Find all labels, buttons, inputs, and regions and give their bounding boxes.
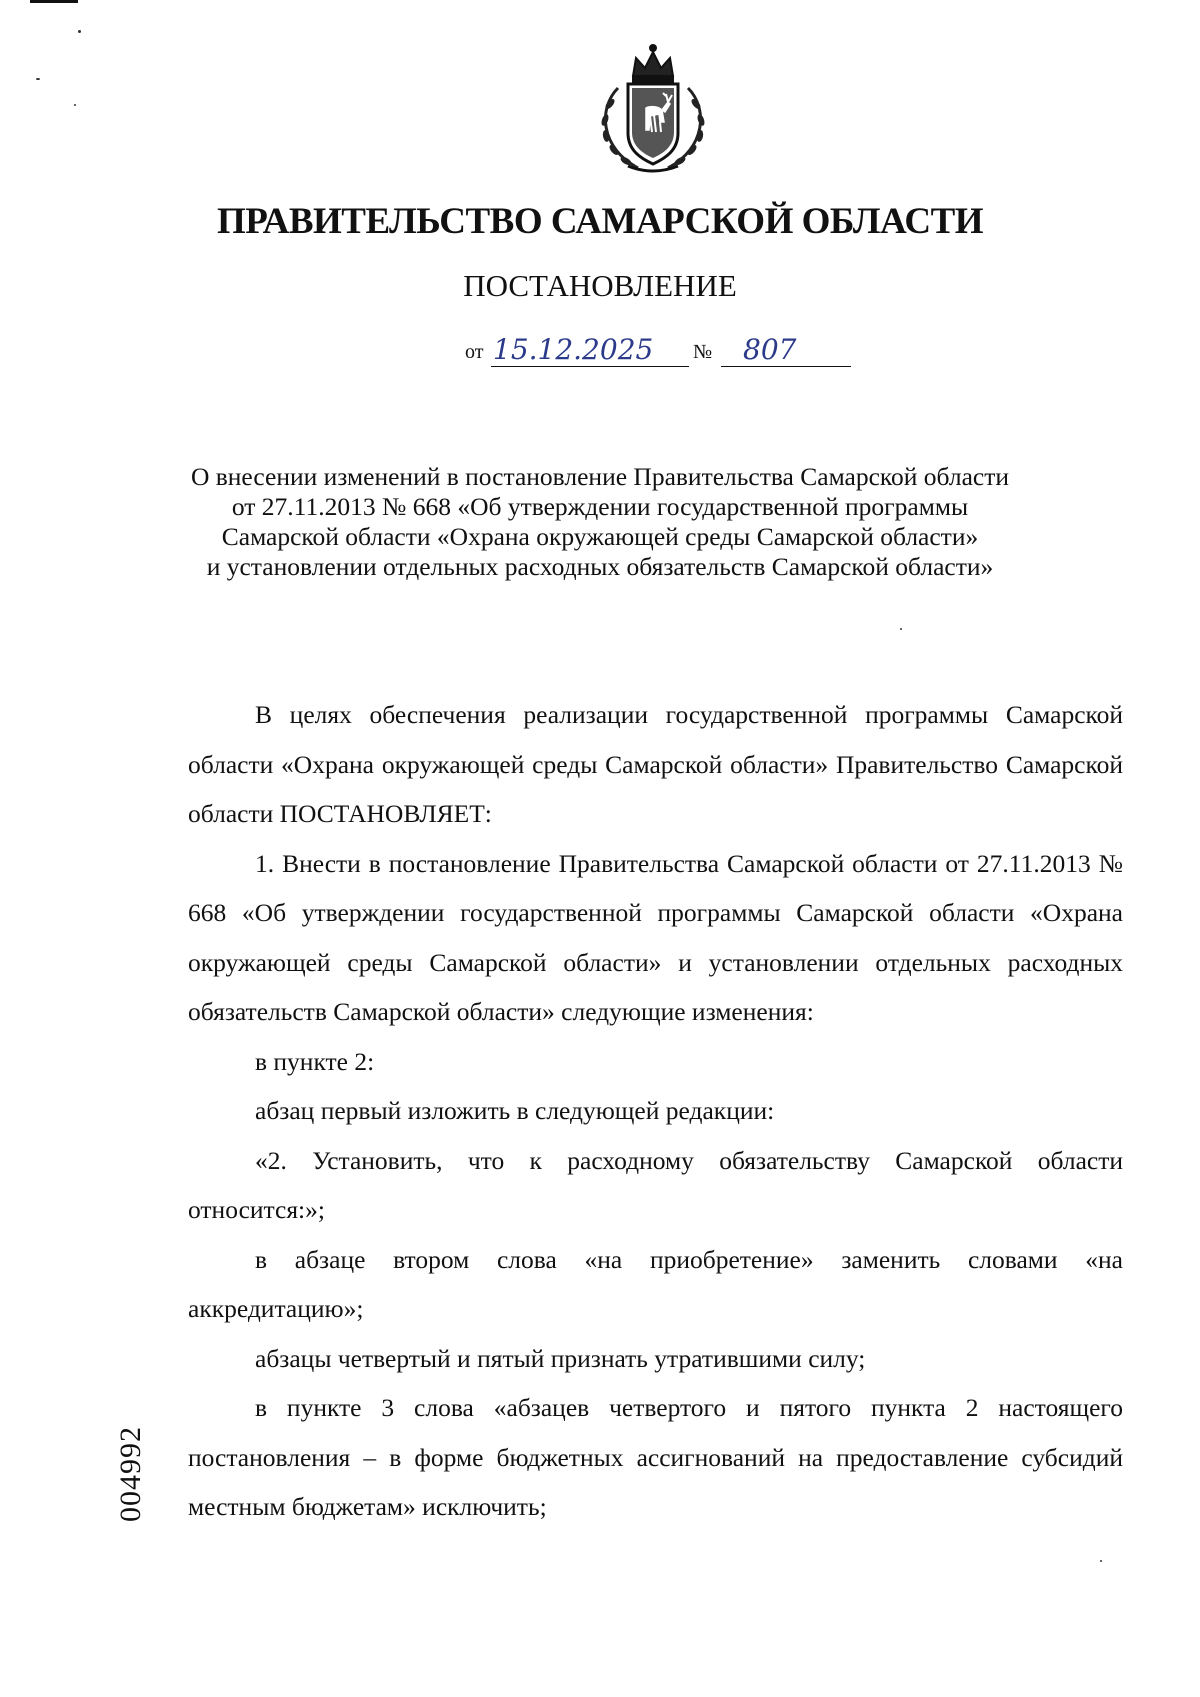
body-paragraph: В целях обеспечения реализации государственной программы Самарской области «Охрана окружающей среды Самарской области» Правительство Самарской области ПОСТАНОВЛЯЕТ:: [188, 700, 1123, 828]
number-underline: [721, 366, 851, 368]
subject-line: Самарской области «Охрана окружающей среды Самарской области»: [221, 522, 979, 551]
scan-speck: [78, 30, 81, 33]
government-title: ПРАВИТЕЛЬСТВО САМАРСКОЙ ОБЛАСТИ: [216, 201, 984, 242]
body-paragraph: 1. Внести в постановление Правительства Самарской области от 27.11.2013 № 668 «Об утверждении государственной программы Самарской области «Охрана окружающей среды Самарской области» и установлении отдельных расходных обязательств Самарской области» следующие изменения:: [188, 848, 1123, 1026]
subject-line: О внесении изменений в постановление Правительства Самарской области: [190, 462, 1010, 491]
coat-of-arms-icon: [588, 38, 718, 178]
date-prefix: от: [465, 341, 484, 363]
document-type: ПОСТАНОВЛЕНИЕ: [463, 268, 737, 303]
scan-speck: [36, 78, 40, 80]
body-paragraph: в пункте 2:: [255, 1046, 375, 1076]
date-underline: [491, 366, 689, 368]
document-subject: [150, 462, 1050, 582]
scan-speck: [900, 628, 902, 630]
scan-speck: [1100, 1560, 1102, 1562]
document-body: [188, 690, 1123, 1532]
handwritten-number: 807: [743, 333, 797, 366]
subject-line: и установлении отдельных расходных обязательств Самарской области»: [206, 552, 994, 581]
body-paragraph: в абзаце втором слова «на приобретение» заменить словами «на аккредитацию»;: [188, 1244, 1123, 1323]
subject-line: от 27.11.2013 № 668 «Об утверждении государственной программы: [231, 492, 969, 521]
date-number-line: [465, 330, 855, 370]
scan-speck: [74, 104, 76, 106]
body-paragraph: «2. Установить, что к расходному обязательству Самарской области относится:»;: [188, 1145, 1123, 1224]
body-paragraph: абзац первый изложить в следующей редакции:: [255, 1096, 775, 1125]
handwritten-date: 15.12.2025: [493, 333, 654, 366]
number-prefix: №: [693, 341, 713, 363]
scan-corner-mark: [30, 0, 78, 3]
body-paragraph: в пункте 3 слова «абзацев четвертого и пятого пункта 2 настоящего постановления – в форме бюджетных ассигнований на предоставление субсидий местным бюджетам» исключить;: [188, 1393, 1123, 1521]
margin-serial-number: 004992: [114, 1426, 147, 1522]
body-paragraph: абзацы четвертый и пятый признать утратившими силу;: [255, 1343, 866, 1373]
